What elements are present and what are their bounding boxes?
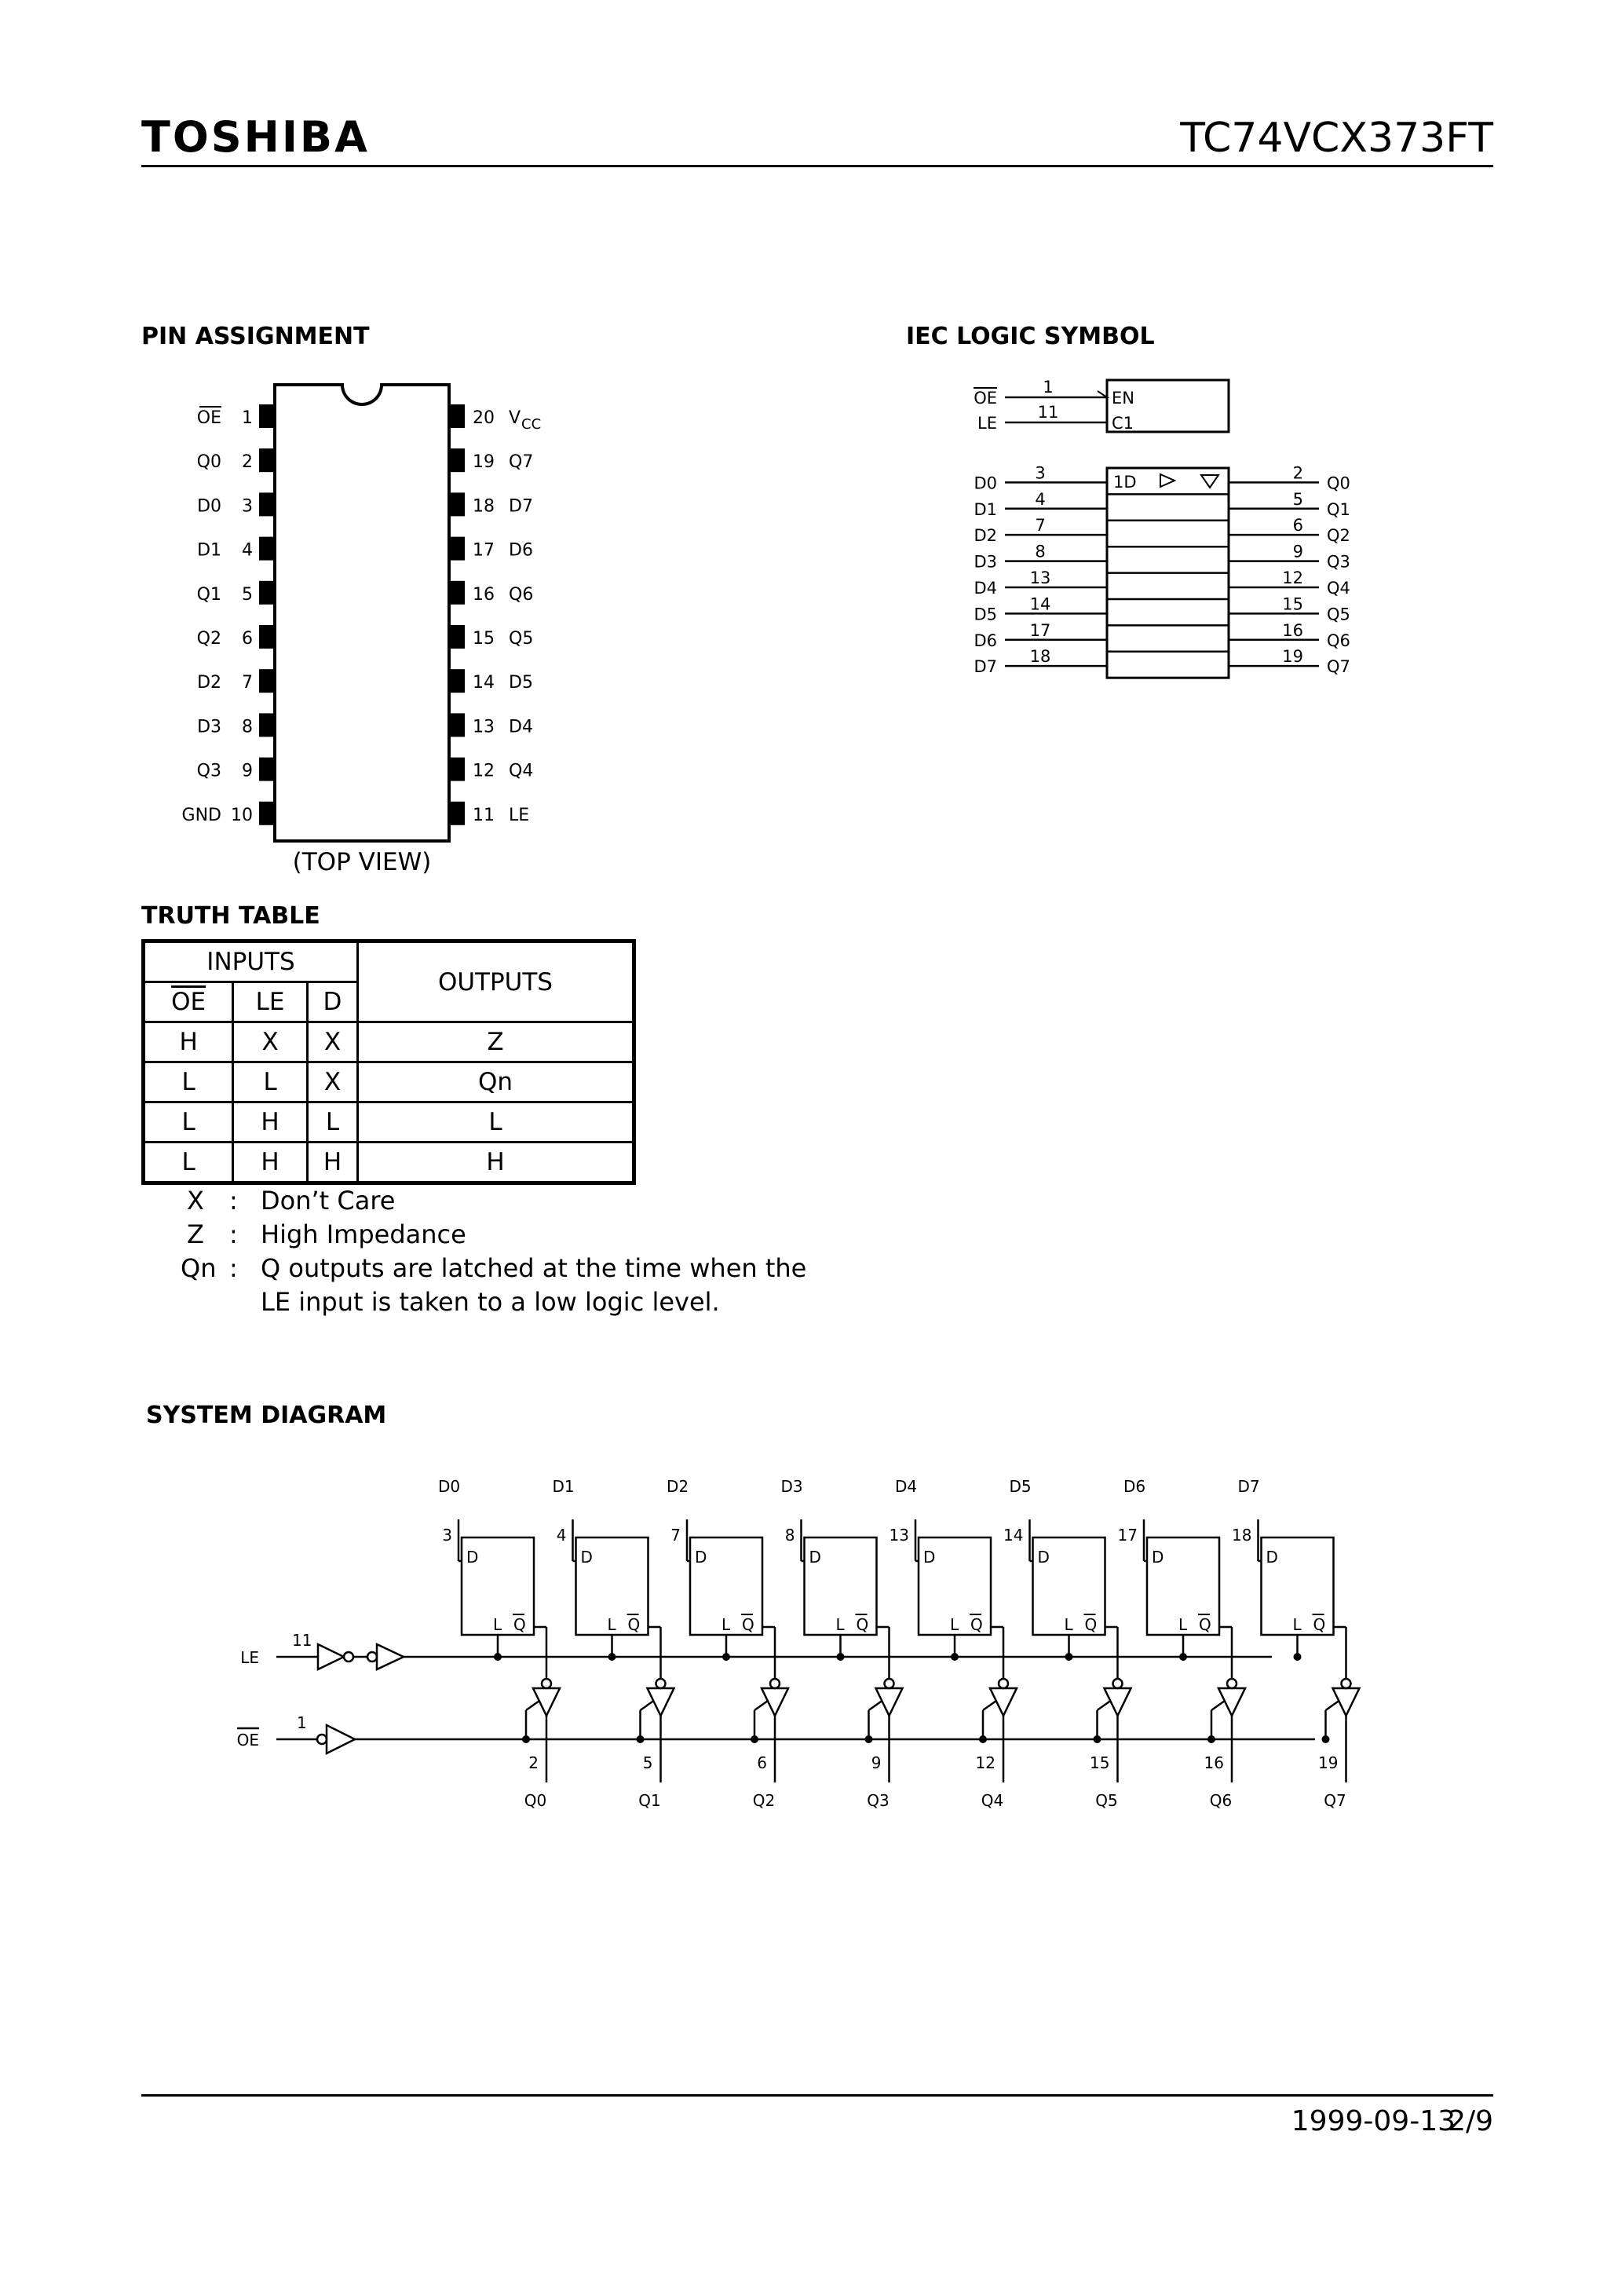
wire xyxy=(1211,1701,1225,1710)
system-diagram xyxy=(0,1461,1413,1837)
junction-dot xyxy=(837,1653,845,1661)
q-output-name: Q1 xyxy=(638,1791,661,1810)
input-name: D0 xyxy=(974,473,997,493)
latch-l-label: L xyxy=(607,1615,616,1634)
pin-name: D1 xyxy=(197,540,221,561)
table-cell: L xyxy=(307,1102,357,1143)
pin-number: 3 xyxy=(242,496,253,517)
pin-name: LE xyxy=(509,805,530,825)
cell-label: 1D xyxy=(1113,473,1137,492)
output-name: Q1 xyxy=(1327,499,1350,519)
inverter-symbol xyxy=(327,1725,355,1753)
d-input-name: D0 xyxy=(438,1477,461,1496)
table-cell: L xyxy=(233,1062,308,1102)
latch-q-label: Q xyxy=(1084,1615,1098,1634)
pin-name: Q7 xyxy=(509,452,534,473)
latch-q-label: Q xyxy=(1313,1615,1326,1634)
pin-number: 1 xyxy=(1043,378,1054,397)
pin-name: D4 xyxy=(509,717,533,737)
footer-page: 2/9 xyxy=(1448,2105,1493,2137)
d-input-name: D4 xyxy=(895,1477,918,1496)
pin-name: D3 xyxy=(197,717,221,737)
latch-l-label: L xyxy=(1178,1615,1188,1634)
pin-name: Q5 xyxy=(509,629,534,649)
input-name: D3 xyxy=(974,552,997,572)
junction-dot xyxy=(637,1735,645,1743)
outputs-header: OUTPUTS xyxy=(357,941,634,1022)
inverter-bubble xyxy=(344,1652,353,1662)
note-sep: : xyxy=(229,1253,238,1283)
truth-table-title: TRUTH TABLE xyxy=(141,902,320,930)
inverter-bubble xyxy=(367,1652,377,1662)
wire xyxy=(754,1701,768,1710)
q-output-name: Q6 xyxy=(1209,1791,1233,1810)
inverter-bubble xyxy=(1342,1679,1351,1688)
output-name: Q5 xyxy=(1327,605,1350,624)
pin-name: Q4 xyxy=(509,761,534,781)
pin-number: 2 xyxy=(1292,463,1303,483)
footer-date: 1999-09-13 xyxy=(1291,2105,1456,2137)
pin-number: 9 xyxy=(1292,542,1303,561)
q-pin-number: 16 xyxy=(1204,1753,1224,1772)
latch-bit xyxy=(890,1477,1017,1810)
table-cell: L xyxy=(144,1143,233,1183)
pin-pad-right xyxy=(449,625,465,649)
latch-d-label: D xyxy=(1152,1548,1164,1567)
q-pin-number: 9 xyxy=(871,1753,882,1772)
pin-number: 19 xyxy=(473,452,495,473)
signal-name: LE xyxy=(977,414,997,433)
iec-symbol-title: IEC LOGIC SYMBOL xyxy=(906,323,1155,350)
part-number: TC74VCX373FT xyxy=(1180,115,1493,162)
le-pin-number: 11 xyxy=(292,1631,312,1650)
d-input-name: D7 xyxy=(1237,1477,1260,1496)
junction-dot xyxy=(751,1735,758,1743)
table-row xyxy=(144,1143,634,1183)
latch-l-label: L xyxy=(1064,1615,1073,1634)
le-label: LE xyxy=(240,1648,259,1667)
input-name: D4 xyxy=(974,578,997,598)
q-output-name: Q5 xyxy=(1095,1791,1118,1810)
latch-bit xyxy=(438,1477,560,1810)
input-name: D6 xyxy=(974,631,997,650)
col-oe: $\overline{OE}$ xyxy=(144,982,233,1022)
table-cell: X xyxy=(307,1022,357,1062)
q-pin-number: 6 xyxy=(757,1753,767,1772)
output-name: Q7 xyxy=(1327,657,1350,677)
iec-logic-symbol xyxy=(942,369,1382,683)
table-cell: Qn xyxy=(357,1062,634,1102)
col-d: D xyxy=(307,982,357,1022)
input-name: D7 xyxy=(974,657,997,677)
output-name: Q0 xyxy=(1327,473,1350,493)
q-pin-number: 12 xyxy=(975,1753,995,1772)
junction-dot xyxy=(951,1653,959,1661)
latch-l-label: L xyxy=(835,1615,845,1634)
note-sep: : xyxy=(229,1219,238,1249)
pin-name: D5 xyxy=(509,673,533,693)
q-output-name: Q2 xyxy=(752,1791,776,1810)
function-label: C1 xyxy=(1112,414,1134,433)
pin-pad-left xyxy=(259,669,275,693)
output-name: Q6 xyxy=(1327,631,1350,650)
d-input-name: D2 xyxy=(667,1477,689,1496)
pin-number: 8 xyxy=(242,717,253,737)
d-pin-number: 13 xyxy=(889,1526,909,1545)
pin-pad-right xyxy=(449,581,465,605)
latch-bit xyxy=(1118,1477,1245,1810)
latch-l-label: L xyxy=(721,1615,731,1634)
junction-dot xyxy=(1179,1653,1187,1661)
table-row xyxy=(144,1022,634,1062)
wire xyxy=(1098,1701,1111,1710)
pin-pad-left xyxy=(259,492,275,516)
d-pin-number: 7 xyxy=(670,1526,681,1545)
note-sep: : xyxy=(229,1186,238,1216)
latch-q-label: Q xyxy=(513,1615,526,1634)
q-output-name: Q0 xyxy=(524,1791,547,1810)
q-output-name: Q3 xyxy=(867,1791,890,1810)
signal-name: OE xyxy=(974,389,997,408)
latch-d-label: D xyxy=(580,1548,593,1567)
pin-assignment-title: PIN ASSIGNMENT xyxy=(141,323,370,350)
function-label: EN xyxy=(1112,389,1134,408)
pin-number: 13 xyxy=(1029,568,1051,587)
wire xyxy=(641,1701,654,1710)
pin-number: 1 xyxy=(242,408,253,428)
latch-l-label: L xyxy=(950,1615,959,1634)
top-view-label: (TOP VIEW) xyxy=(292,848,432,876)
output-name: Q4 xyxy=(1327,578,1350,598)
latch-bit xyxy=(1003,1477,1131,1810)
table-cell: H xyxy=(233,1143,308,1183)
pin-number: 2 xyxy=(242,452,253,473)
note-key: Z xyxy=(187,1219,204,1249)
wire xyxy=(983,1701,996,1710)
junction-dot xyxy=(1207,1735,1215,1743)
pin-number: 4 xyxy=(1035,489,1046,509)
table-cell: X xyxy=(307,1062,357,1102)
table-cell: Z xyxy=(357,1022,634,1062)
footer-rule xyxy=(141,2094,1493,2097)
junction-dot xyxy=(1322,1735,1330,1743)
inverter-bubble xyxy=(317,1735,327,1744)
pin-pad-right xyxy=(449,669,465,693)
q-output-name: Q7 xyxy=(1324,1791,1346,1810)
table-cell: L xyxy=(357,1102,634,1143)
pin-pad-right xyxy=(449,802,465,825)
latch-bit xyxy=(781,1477,903,1810)
pin-number: 9 xyxy=(242,761,253,781)
junction-dot xyxy=(722,1653,730,1661)
note-text: Q outputs are latched at the time when the xyxy=(261,1253,807,1283)
pin-name: Q1 xyxy=(196,584,221,605)
pin-pad-right xyxy=(449,448,465,472)
pin-name: D6 xyxy=(509,540,533,561)
output-name: Q2 xyxy=(1327,526,1350,546)
pin-number: 17 xyxy=(1029,620,1051,640)
pin-number: 5 xyxy=(1292,489,1303,509)
inverter-bubble xyxy=(999,1679,1008,1688)
note-text: LE input is taken to a low logic level. xyxy=(261,1287,720,1317)
inverter-symbol xyxy=(318,1644,344,1669)
note-key: Qn xyxy=(181,1253,217,1283)
junction-dot xyxy=(494,1653,502,1661)
inverter-bubble xyxy=(1113,1679,1123,1688)
ic-package-outline xyxy=(275,385,449,841)
col-le: LE xyxy=(233,982,308,1022)
q-pin-number: 2 xyxy=(528,1753,539,1772)
note-text: Don’t Care xyxy=(261,1186,396,1216)
d-input-name: D5 xyxy=(1009,1477,1032,1496)
pin-name: Q6 xyxy=(509,584,534,605)
d-pin-number: 4 xyxy=(556,1526,567,1545)
pin-name: D2 xyxy=(197,673,221,693)
pin-name: D0 xyxy=(197,496,221,517)
latch-d-label: D xyxy=(1037,1548,1050,1567)
latch-bit xyxy=(1232,1477,1359,1810)
pin-name-subscript: CC xyxy=(521,416,542,433)
table-cell: H xyxy=(233,1102,308,1143)
junction-dot xyxy=(1094,1735,1101,1743)
d-input-name: D6 xyxy=(1123,1477,1146,1496)
pin-pad-left xyxy=(259,758,275,781)
pin-number: 15 xyxy=(1282,594,1303,614)
wire xyxy=(869,1701,882,1710)
junction-dot xyxy=(979,1735,987,1743)
pin-number: 14 xyxy=(473,673,495,693)
output-name: Q3 xyxy=(1327,552,1350,572)
pin-number: 15 xyxy=(473,629,495,649)
pin-number: 13 xyxy=(473,717,495,737)
pin-number: 20 xyxy=(473,408,495,428)
wire xyxy=(1326,1701,1339,1710)
pin-pad-left xyxy=(259,448,275,472)
latch-d-label: D xyxy=(923,1548,936,1567)
pin-number: 14 xyxy=(1029,594,1051,614)
note-key: X xyxy=(187,1186,204,1216)
pin-number: 5 xyxy=(242,584,253,605)
q-pin-number: 5 xyxy=(642,1753,653,1772)
pin-name: D7 xyxy=(509,496,533,517)
table-cell: L xyxy=(144,1102,233,1143)
pin-number: 6 xyxy=(1292,516,1303,536)
pin-number: 16 xyxy=(1282,620,1303,640)
latch-q-label: Q xyxy=(742,1615,754,1634)
note-text: High Impedance xyxy=(261,1219,466,1249)
pin-assignment-diagram xyxy=(0,0,864,895)
input-name: D5 xyxy=(974,605,997,624)
table-cell: H xyxy=(307,1143,357,1183)
pin-number: 12 xyxy=(473,761,495,781)
latch-d-label: D xyxy=(466,1548,479,1567)
pin-name: Q2 xyxy=(196,629,221,649)
inverter-bubble xyxy=(1227,1679,1237,1688)
pin-number: 3 xyxy=(1035,463,1046,483)
pin-pad-left xyxy=(259,581,275,605)
junction-dot xyxy=(1065,1653,1073,1661)
table-cell: H xyxy=(144,1022,233,1062)
pin-number: 4 xyxy=(242,540,253,561)
table-cell: X xyxy=(233,1022,308,1062)
latch-bit xyxy=(667,1477,788,1810)
latch-l-label: L xyxy=(1292,1615,1302,1634)
q-output-name: Q4 xyxy=(981,1791,1004,1810)
table-row xyxy=(144,1062,634,1102)
pin-number: 16 xyxy=(473,584,495,605)
input-name: D1 xyxy=(974,499,997,519)
d-input-name: D1 xyxy=(552,1477,575,1496)
inverter-bubble xyxy=(656,1679,666,1688)
inverter-symbol xyxy=(377,1644,404,1669)
brand-logo: TOSHIBA xyxy=(141,112,370,162)
table-cell: H xyxy=(357,1143,634,1183)
pin-number: 17 xyxy=(473,540,495,561)
latch-d-label: D xyxy=(1266,1548,1278,1567)
q-pin-number: 15 xyxy=(1090,1753,1110,1772)
pin-pad-right xyxy=(449,713,465,737)
latch-q-label: Q xyxy=(856,1615,869,1634)
pin-name: GND xyxy=(181,805,221,825)
pin-number: 7 xyxy=(242,673,253,693)
d-pin-number: 14 xyxy=(1003,1526,1024,1545)
truth-table xyxy=(141,939,636,1185)
oe-label: OE xyxy=(236,1731,259,1749)
pin-number: 11 xyxy=(1037,403,1059,422)
latch-q-label: Q xyxy=(970,1615,983,1634)
latch-q-label: Q xyxy=(627,1615,641,1634)
pin-pad-left xyxy=(259,537,275,561)
inputs-header: INPUTS xyxy=(144,941,358,982)
system-diagram-title: SYSTEM DIAGRAM xyxy=(146,1402,387,1429)
q-pin-number: 19 xyxy=(1318,1753,1339,1772)
inverter-bubble xyxy=(885,1679,894,1688)
junction-dot xyxy=(865,1735,873,1743)
junction-dot xyxy=(522,1735,530,1743)
oe-pin-number: 1 xyxy=(297,1713,307,1732)
input-name: D2 xyxy=(974,526,997,546)
pin-number: 6 xyxy=(242,629,253,649)
three-state-symbol xyxy=(1201,475,1218,488)
junction-dot xyxy=(1294,1653,1302,1661)
pin-pad-right xyxy=(449,537,465,561)
pin-number: 7 xyxy=(1035,516,1046,536)
pin-name: Q3 xyxy=(196,761,221,781)
pin-name: OE xyxy=(196,408,221,428)
pin-name: V xyxy=(509,408,521,428)
pin-number: 19 xyxy=(1282,647,1303,667)
latch-l-label: L xyxy=(493,1615,502,1634)
d-input-name: D3 xyxy=(780,1477,803,1496)
pin-pad-left xyxy=(259,404,275,428)
pin-number: 12 xyxy=(1282,568,1303,587)
d-pin-number: 18 xyxy=(1232,1526,1252,1545)
pin-pad-right xyxy=(449,404,465,428)
d-pin-number: 8 xyxy=(784,1526,795,1545)
latch-d-label: D xyxy=(695,1548,707,1567)
inverter-bubble xyxy=(770,1679,780,1688)
latch-bit xyxy=(553,1477,674,1810)
pin-pad-left xyxy=(259,802,275,825)
latch-q-label: Q xyxy=(1199,1615,1211,1634)
pin-pad-right xyxy=(449,492,465,516)
latch-d-label: D xyxy=(809,1548,821,1567)
pin-name: Q0 xyxy=(196,452,221,473)
pin-pad-right xyxy=(449,758,465,781)
d-pin-number: 3 xyxy=(442,1526,452,1545)
pin-pad-left xyxy=(259,625,275,649)
pin-number: 18 xyxy=(473,496,495,517)
table-row xyxy=(144,1102,634,1143)
pin-number: 18 xyxy=(1029,647,1051,667)
pin-number: 8 xyxy=(1035,542,1046,561)
buffer-symbol xyxy=(1160,474,1174,487)
junction-dot xyxy=(608,1653,616,1661)
table-cell: L xyxy=(144,1062,233,1102)
inverter-bubble xyxy=(542,1679,551,1688)
d-pin-number: 17 xyxy=(1117,1526,1138,1545)
pin-number: 10 xyxy=(231,805,253,825)
wire xyxy=(526,1701,539,1710)
pin-pad-left xyxy=(259,713,275,737)
pin-number: 11 xyxy=(473,805,495,825)
